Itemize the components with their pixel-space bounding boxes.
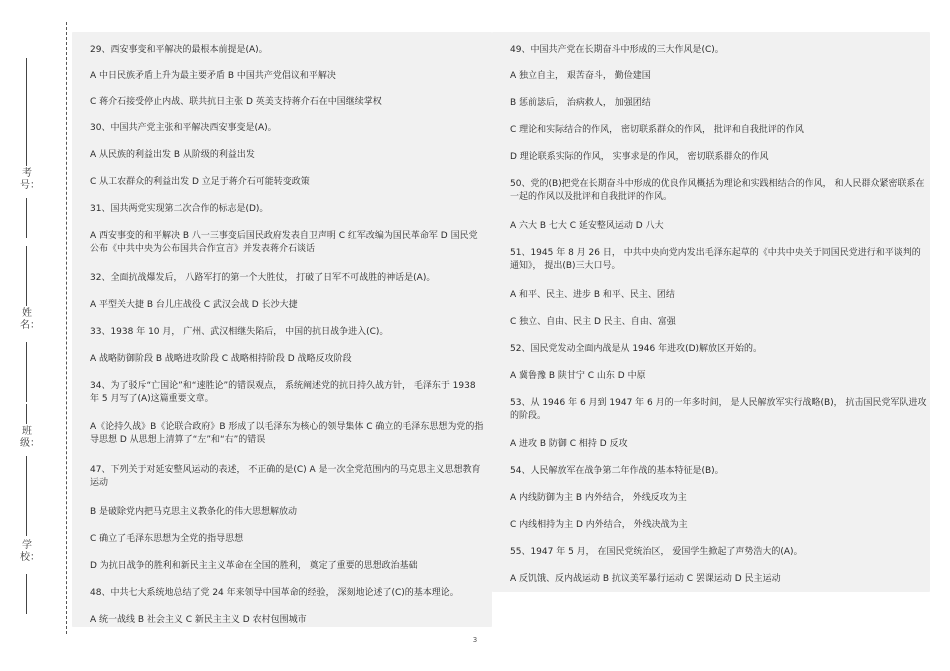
question-51-options-cd: C 独立、自由、民主 D 民主、自由、富强	[510, 317, 676, 327]
question-54: 54、人民解放军在战争第二年作战的基本特征是(B)。	[510, 466, 724, 476]
question-47-option-b: B 是破除党内把马克思主义教条化的伟大思想解放动	[90, 507, 298, 517]
question-53-options: A 进攻 B 防御 C 相持 D 反攻	[510, 439, 628, 449]
question-32-options: A 平型关大捷 B 台儿庄战役 C 武汉会战 D 长沙大捷	[90, 300, 298, 310]
margin-field-line	[26, 404, 27, 424]
question-48: 48、中共七大系统地总结了党 24 年来领导中国革命的经验， 深刻地论述了(C)的基本理论。	[90, 588, 459, 598]
question-47-option-d: D 为抗日战争的胜利和新民主主义革命在全国的胜利， 奠定了重要的思想政治基础	[90, 561, 418, 571]
margin-field-line	[26, 342, 27, 402]
question-54-options-cd: C 内线相持为主 D 内外结合， 外线决战为主	[510, 520, 688, 530]
question-50: 50、党的(B)把党在长期奋斗中形成的优良作风概括为理论和实践相结合的作风， 和人民群众紧密联系在一起的作风以及批评和自我批评的作风。	[510, 179, 925, 202]
question-49-option-d: D 理论联系实际的作风， 实事求是的作风， 密切联系群众的作风	[510, 152, 769, 162]
question-55-options: A 反饥饿、反内战运动 B 抗议美军暴行运动 C 罢课运动 D 民主运动	[510, 574, 781, 584]
question-48-options: A 统一战线 B 社会主义 C 新民主主义 D 农村包围城市	[90, 615, 307, 625]
question-31: 31、国共两党实现第二次合作的标志是(D)。	[90, 204, 269, 214]
question-55: 55、1947 年 5 月， 在国民党统治区， 爱国学生掀起了声势浩大的(A)。	[510, 547, 803, 557]
question-49: 49、中国共产党在长期奋斗中形成的三大作风是(C)。	[510, 45, 724, 55]
margin-field-label: 姓名：	[20, 308, 40, 331]
page-number: 3	[472, 636, 478, 644]
margin-field-line	[26, 246, 27, 306]
margin-field-label: 学校：	[20, 540, 40, 563]
margin-field-line	[26, 58, 27, 166]
question-49-option-b: B 惩前毖后， 治病救人， 加强团结	[510, 98, 651, 108]
question-50-options: A 六大 B 七大 C 延安整风运动 D 八大	[510, 221, 664, 231]
margin-field-line	[26, 574, 27, 614]
question-29-options-cd: C 蒋介石接受停止内战、联共抗日主张 D 英美支持蒋介石在中国继续掌权	[90, 97, 382, 107]
question-52: 52、国民党发动全面内战是从 1946 年进攻(D)解放区开始的。	[510, 344, 763, 354]
question-33-options: A 战略防御阶段 B 战略进攻阶段 C 战略相持阶段 D 战略反攻阶段	[90, 354, 352, 364]
question-33: 33、1938 年 10 月， 广州、武汉相继失陷后， 中国的抗日战争进入(C)。	[90, 327, 389, 337]
question-49-option-c: C 理论和实际结合的作风， 密切联系群众的作风， 批评和自我批评的作风	[510, 125, 804, 135]
margin-field-line	[26, 456, 27, 536]
question-30: 30、中国共产党主张和平解决西安事变是(A)。	[90, 123, 277, 133]
question-34: 34、为了驳斥“亡国论”和“速胜论”的错误观点， 系统阐述党的抗日持久战方针， 毛泽东于 1938 年 5 月写了(A)这篇重要文章。	[90, 381, 476, 404]
question-34-options: A《论持久战》B《论联合政府》B 形成了以毛泽东为核心的领导集体 C 确立的毛泽东思想为党的指导思想 D 从思想上清算了“左”和“右”的错误	[90, 422, 484, 445]
question-30-options-cd: C 从工农群众的利益出发 D 立足于蒋介石可能转变政策	[90, 177, 310, 187]
question-47-option-c: C 确立了毛泽东思想为全党的指导思想	[90, 534, 244, 544]
question-51-options-ab: A 和平、民主、进步 B 和平、民主、团结	[510, 290, 675, 300]
question-54-options-ab: A 内线防御为主 B 内外结合， 外线反攻为主	[510, 493, 687, 503]
question-49-option-a: A 独立自主， 艰苦奋斗， 勤俭建国	[510, 71, 651, 81]
margin-field-label: 班级：	[20, 426, 40, 449]
margin-field-label: 考号：	[20, 168, 40, 191]
question-32: 32、全面抗战爆发后， 八路军打的第一个大胜仗， 打破了日军不可战胜的神话是(A)。	[90, 273, 436, 283]
column-background	[492, 32, 930, 592]
margin-field-line	[26, 198, 27, 238]
question-52-options: A 冀鲁豫 B 陕甘宁 C 山东 D 中原	[510, 371, 646, 381]
question-51: 51、1945 年 8 月 26 日， 中共中央向党内发出毛泽东起草的《中共中央关于同国民党进行和平谈判的通知》， 提出(B)三大口号。	[510, 248, 921, 271]
question-29: 29、西安事变和平解决的最根本前提是(A)。	[90, 45, 268, 55]
question-29-options-ab: A 中日民族矛盾上升为最主要矛盾 B 中国共产党倡议和平解决	[90, 71, 336, 81]
binding-cut-line	[66, 22, 67, 634]
question-47: 47、下列关于对延安整风运动的表述， 不正确的是(C) A 是一次全党范围内的马克思主义思想教育运动	[90, 465, 481, 488]
question-53: 53、从 1946 年 6 月到 1947 年 6 月的一年多时间， 是人民解放军实行战略(B)， 抗击国民党军队进攻的阶段。	[510, 398, 927, 421]
question-31-options: A 西安事变的和平解决 B 八一三事变后国民政府发表自卫声明 C 红军改编为国民革命军 D 国民党公布《中共中央为公布国共合作宣言》并发表蒋介石谈话	[90, 231, 478, 254]
question-30-options-ab: A 从民族的利益出发 B 从阶级的利益出发	[90, 150, 255, 160]
